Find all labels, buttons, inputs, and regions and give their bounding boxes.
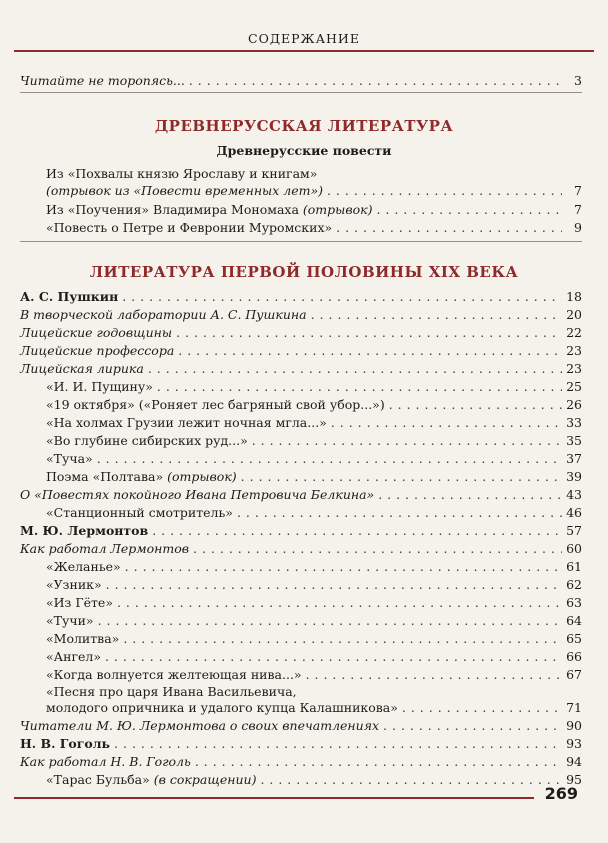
toc-entry-title: [46, 469, 237, 485]
toc-entry-page: 62: [566, 577, 582, 592]
toc-entry-page: 23: [566, 343, 582, 358]
toc-entry-page: 22: [566, 325, 582, 340]
toc-entry-author[interactable]: [20, 289, 582, 305]
dot-leader: [176, 325, 562, 341]
toc-entry-title: Как работал Н. В. Гоголь: [20, 754, 191, 769]
page-number: 269: [544, 784, 578, 803]
toc-entry[interactable]: [20, 541, 582, 557]
dot-leader: [378, 487, 562, 503]
toc-entry[interactable]: [20, 361, 582, 377]
toc-entry[interactable]: [46, 772, 582, 788]
toc-entry-page: 64: [566, 613, 582, 628]
dot-leader: [148, 361, 562, 377]
toc-entry-title: «Молитва»: [46, 631, 120, 646]
toc-entry-title: «Ангел»: [46, 649, 101, 664]
toc-entry-title: «Узник»: [46, 577, 102, 592]
toc-entry[interactable]: [46, 613, 582, 629]
toc-entry-page: 93: [566, 736, 582, 751]
toc-entry-title-note: (отрывок): [302, 202, 373, 217]
toc-entry[interactable]: [46, 577, 582, 593]
toc-entry[interactable]: [20, 325, 582, 341]
toc-entry[interactable]: [46, 649, 582, 665]
toc-entry-title: [46, 772, 256, 788]
dot-leader: [189, 73, 562, 89]
dot-leader: [383, 718, 562, 734]
toc-entry-line[interactable]: [46, 166, 582, 182]
dot-leader: [376, 202, 562, 218]
dot-leader: [306, 667, 562, 683]
toc-entry-page: 57: [566, 523, 582, 538]
footer-rule: [14, 797, 534, 799]
dot-leader: [97, 451, 562, 467]
toc-entry[interactable]: [46, 379, 582, 395]
toc-entry-title: «Туча»: [46, 451, 93, 466]
dot-leader: [237, 505, 562, 521]
toc-entry[interactable]: [46, 451, 582, 467]
dot-leader: [98, 613, 562, 629]
toc-entry-intro[interactable]: [20, 73, 582, 89]
toc-entry-title-cont: (отрывок из «Повести временных лет»): [46, 183, 323, 198]
toc-entry-page: 7: [574, 183, 582, 198]
subsection-title: Древнерусские повести: [216, 143, 392, 158]
dot-leader: [241, 469, 562, 485]
toc-entry-title: «И. И. Пущину»: [46, 379, 153, 394]
toc-entry[interactable]: [46, 559, 582, 575]
toc-entry[interactable]: [46, 397, 582, 413]
toc-entry-page: 35: [566, 433, 582, 448]
dot-leader: [193, 541, 562, 557]
dot-leader: [252, 433, 562, 449]
toc-entry-page: 20: [566, 307, 582, 322]
toc-entry-title: «Когда волнуется желтеющая нива...»: [46, 667, 302, 682]
toc-entry-author[interactable]: [20, 523, 582, 539]
toc-entry-title: Н. В. Гоголь: [20, 736, 111, 751]
toc-entry-author[interactable]: [20, 736, 582, 752]
dot-leader: [123, 631, 562, 647]
toc-entry-page: 3: [574, 73, 582, 88]
toc-entry-title: «Во глубине сибирских руд...»: [46, 433, 248, 448]
dot-leader: [327, 183, 562, 199]
divider: [20, 241, 582, 242]
dot-leader: [157, 379, 562, 395]
toc-entry[interactable]: [46, 505, 582, 521]
toc-entry[interactable]: [20, 487, 582, 503]
toc-entry-title-note: (отрывок): [167, 469, 237, 484]
toc-entry[interactable]: [46, 631, 582, 647]
toc-entry-title: Лицейские годовщины: [20, 325, 173, 340]
toc-entry-title: [46, 202, 372, 218]
toc-entry-title: «Тучи»: [46, 613, 94, 628]
toc-entry-page: 94: [566, 754, 582, 769]
dot-leader: [336, 220, 562, 236]
toc-entry[interactable]: [46, 667, 582, 683]
toc-entry-title: Лицейская лирика: [20, 361, 144, 376]
dot-leader: [106, 577, 562, 593]
toc-entry[interactable]: [46, 415, 582, 431]
toc-entry-title: М. Ю. Лермонтов: [20, 523, 149, 538]
dot-leader: [178, 343, 562, 359]
toc-entry-page: 9: [574, 220, 582, 235]
dot-leader: [331, 415, 562, 431]
toc-entry[interactable]: [46, 202, 582, 218]
divider: [20, 92, 582, 93]
toc-entry-page: 71: [566, 700, 582, 715]
section-title-old-russian: ДРЕВНЕРУССКАЯ ЛИТЕРАТУРА: [154, 117, 454, 135]
dot-leader: [311, 307, 562, 323]
toc-entry[interactable]: [46, 220, 582, 236]
toc-entry[interactable]: [20, 343, 582, 359]
toc-entry-title: «На холмах Грузии лежит ночная мгла...»: [46, 415, 327, 430]
toc-entry-page: 39: [566, 469, 582, 484]
toc-entry-title: Лицейские профессора: [20, 343, 175, 358]
toc-entry-title: Из «Похвалы князю Ярославу и книгам»: [46, 166, 318, 181]
toc-entry-page: 61: [566, 559, 582, 574]
section-title-19th-century: ЛИТЕРАТУРА ПЕРВОЙ ПОЛОВИНЫ XIX ВЕКА: [89, 263, 519, 281]
toc-entry-page: 67: [566, 667, 582, 682]
dot-leader: [152, 523, 562, 539]
toc-entry[interactable]: [46, 469, 582, 485]
header-rule: [14, 50, 594, 52]
toc-entry-line[interactable]: [46, 684, 582, 700]
toc-entry-title: «Станционный смотритель»: [46, 505, 233, 520]
toc-entry-title: О «Повестях покойного Ивана Петровича Белкина»: [20, 487, 375, 502]
dot-leader: [402, 700, 562, 716]
toc-entry-title-main: Поэма «Полтава»: [46, 469, 168, 484]
toc-entry-page: 65: [566, 631, 582, 646]
toc-entry-title: «Из Гёте»: [46, 595, 113, 610]
dot-leader: [105, 649, 562, 665]
toc-entry-page: 7: [574, 202, 582, 217]
toc-entry-page: 90: [566, 718, 582, 733]
toc-entry-title-note: (в сокращении): [153, 772, 257, 787]
toc-entry-page: 60: [566, 541, 582, 556]
toc-entry-page: 95: [566, 772, 582, 787]
toc-entry-page: 46: [566, 505, 582, 520]
toc-entry-page: 26: [566, 397, 582, 412]
dot-leader: [389, 397, 562, 413]
toc-entry-title-main: Из «Поучения» Владимира Мономаха: [46, 202, 303, 217]
toc-entry-page: 18: [566, 289, 582, 304]
dot-leader: [125, 559, 562, 575]
toc-entry-title-cont: молодого опричника и удалого купца Калашникова»: [46, 700, 398, 715]
toc-entry-title: Читатели М. Ю. Лермонтова о своих впечатлениях: [20, 718, 380, 733]
toc-entry[interactable]: [46, 700, 582, 716]
dot-leader: [117, 595, 562, 611]
toc-entry-title: «Желанье»: [46, 559, 121, 574]
toc-entry-page: 43: [566, 487, 582, 502]
toc-entry-page: 66: [566, 649, 582, 664]
toc-entry-page: 25: [566, 379, 582, 394]
toc-entry[interactable]: [20, 754, 582, 770]
toc-entry-title: Как работал Лермонтов: [20, 541, 190, 556]
dot-leader: [260, 772, 562, 788]
toc-entry-page: 23: [566, 361, 582, 376]
page-title: СОДЕРЖАНИЕ: [248, 31, 360, 46]
dot-leader: [114, 736, 562, 752]
dot-leader: [195, 754, 562, 770]
toc-entry[interactable]: [20, 718, 582, 734]
toc-entry-title: Читайте не торопясь...: [20, 73, 185, 88]
toc-entry[interactable]: [46, 183, 582, 199]
toc-entry-title: «19 октября» («Роняет лес багряный свой убор...»): [46, 397, 385, 412]
toc-entry-title: А. С. Пушкин: [20, 289, 119, 304]
toc-entry-title-main: «Тарас Бульба»: [46, 772, 154, 787]
toc-entry-title: «Песня про царя Ивана Васильевича,: [46, 684, 297, 699]
toc-entry-title: «Повесть о Петре и Февронии Муромских»: [46, 220, 333, 235]
dot-leader: [122, 289, 562, 305]
toc-entry-page: 63: [566, 595, 582, 610]
toc-entry-page: 33: [566, 415, 582, 430]
toc-entry[interactable]: [20, 307, 582, 323]
toc-entry[interactable]: [46, 433, 582, 449]
toc-entry-title: В творческой лаборатории А. С. Пушкина: [20, 307, 307, 322]
toc-entry-page: 37: [566, 451, 582, 466]
toc-entry[interactable]: [46, 595, 582, 611]
